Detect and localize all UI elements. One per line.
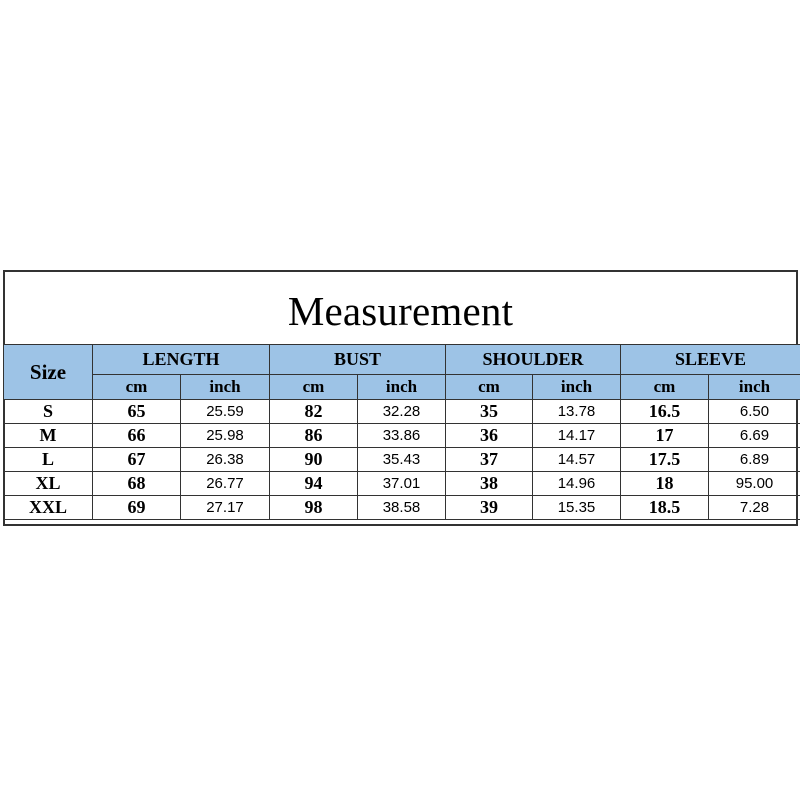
unit-header-bust-inch: inch (358, 375, 446, 400)
table-row-m (4, 424, 800, 448)
bust-cm-value: 94 (270, 472, 358, 496)
size-label: XXL (4, 496, 93, 520)
sleeve-cm-value: 17 (621, 424, 709, 448)
length-inch-value: 27.17 (181, 496, 270, 520)
shoulder-cm-value: 38 (446, 472, 533, 496)
sleeve-cm-value: 18.5 (621, 496, 709, 520)
size-label: S (4, 400, 93, 424)
unit-header-shoulder-cm: cm (446, 375, 533, 400)
size-label: L (4, 448, 93, 472)
group-header-length: LENGTH (93, 345, 270, 375)
table-row-l (4, 448, 800, 472)
sleeve-inch-value: 6.50 (709, 400, 800, 424)
shoulder-cm-value: 37 (446, 448, 533, 472)
sleeve-inch-value: 6.69 (709, 424, 800, 448)
length-cm-value: 65 (93, 400, 181, 424)
length-cm-value: 69 (93, 496, 181, 520)
group-header-row (4, 345, 800, 375)
unit-header-shoulder-inch: inch (533, 375, 621, 400)
sleeve-inch-value: 95.00 (709, 472, 800, 496)
shoulder-inch-value: 14.57 (533, 448, 621, 472)
sleeve-cm-value: 16.5 (621, 400, 709, 424)
chart-title: Measurement (287, 287, 514, 334)
group-header-sleeve: SLEEVE (621, 345, 800, 375)
length-cm-value: 67 (93, 448, 181, 472)
length-cm-value: 66 (93, 424, 181, 448)
bust-cm-value: 90 (270, 448, 358, 472)
measurement-chart (3, 270, 798, 526)
sleeve-inch-value: 7.28 (709, 496, 800, 520)
size-label: XL (4, 472, 93, 496)
bust-inch-value: 32.28 (358, 400, 446, 424)
length-inch-value: 26.38 (181, 448, 270, 472)
bust-cm-value: 82 (270, 400, 358, 424)
shoulder-cm-value: 39 (446, 496, 533, 520)
bust-inch-value: 33.86 (358, 424, 446, 448)
unit-header-bust-cm: cm (270, 375, 358, 400)
size-label: M (4, 424, 93, 448)
size-table (3, 344, 800, 520)
bust-inch-value: 37.01 (358, 472, 446, 496)
unit-header-length-inch: inch (181, 375, 270, 400)
group-header-bust: BUST (270, 345, 446, 375)
unit-header-sleeve-inch: inch (709, 375, 800, 400)
length-inch-value: 25.98 (181, 424, 270, 448)
table-row-s (4, 400, 800, 424)
length-cm-value: 68 (93, 472, 181, 496)
size-header: Size (4, 345, 93, 400)
table-row-xxl (4, 496, 800, 520)
bust-cm-value: 98 (270, 496, 358, 520)
shoulder-cm-value: 36 (446, 424, 533, 448)
unit-header-sleeve-cm: cm (621, 375, 709, 400)
shoulder-inch-value: 13.78 (533, 400, 621, 424)
shoulder-inch-value: 14.96 (533, 472, 621, 496)
group-header-shoulder: SHOULDER (446, 345, 621, 375)
sleeve-inch-value: 6.89 (709, 448, 800, 472)
sleeve-cm-value: 17.5 (621, 448, 709, 472)
shoulder-inch-value: 15.35 (533, 496, 621, 520)
shoulder-cm-value: 35 (446, 400, 533, 424)
length-inch-value: 26.77 (181, 472, 270, 496)
unit-header-row (4, 375, 800, 400)
bust-cm-value: 86 (270, 424, 358, 448)
bust-inch-value: 35.43 (358, 448, 446, 472)
shoulder-inch-value: 14.17 (533, 424, 621, 448)
table-row-xl (4, 472, 800, 496)
sleeve-cm-value: 18 (621, 472, 709, 496)
length-inch-value: 25.59 (181, 400, 270, 424)
bust-inch-value: 38.58 (358, 496, 446, 520)
title-area (5, 272, 796, 345)
unit-header-length-cm: cm (93, 375, 181, 400)
